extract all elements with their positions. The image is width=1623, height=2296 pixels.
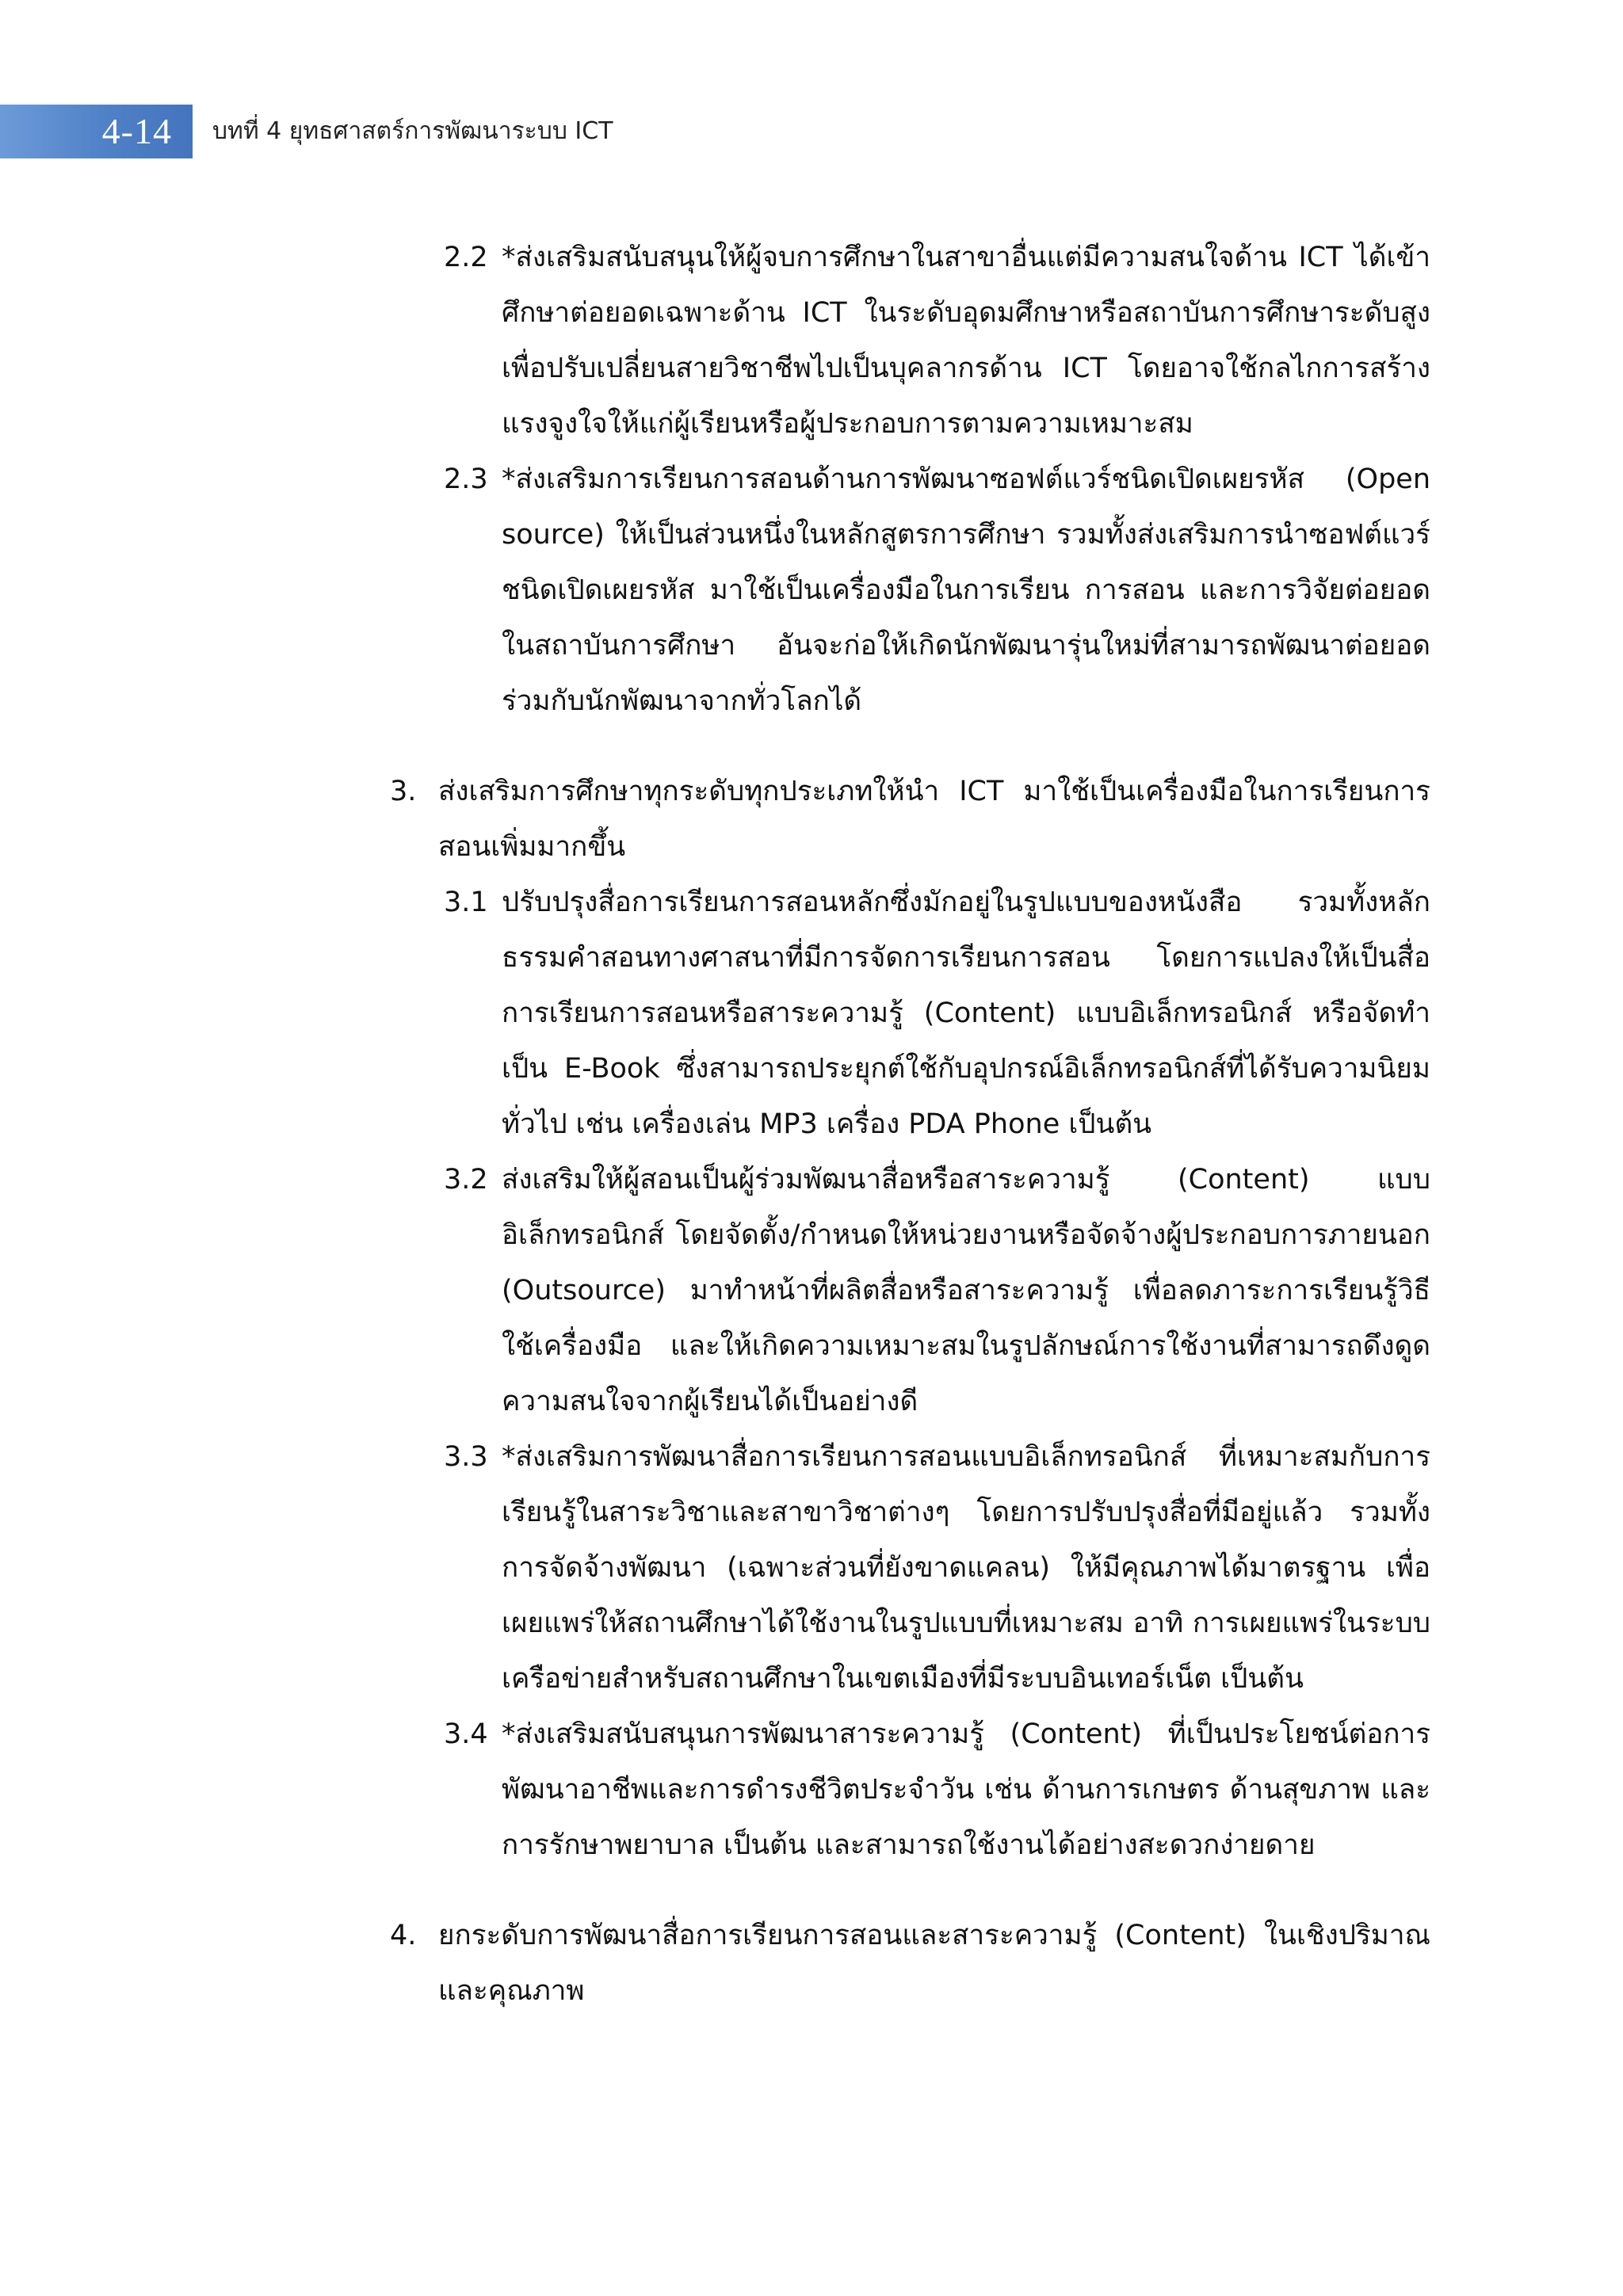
page-number-box <box>0 105 193 158</box>
item-text: ยกระดับการพัฒนาสื่อการเรียนการสอนและสาระความรู้ (Content) ในเชิงปริมาณและคุณภาพ <box>438 1920 1430 2007</box>
item-number: 3.1 <box>444 887 488 918</box>
item-number: 3.2 <box>444 1164 488 1196</box>
item-number: 2.2 <box>444 242 488 273</box>
list-item-2-3 <box>0 452 1623 729</box>
chapter-title: บทที่ 4 ยุทธศาสตร์การพัฒนาระบบ ICT <box>212 117 613 145</box>
item-text: ส่งเสริมการศึกษาทุกระดับทุกประเภทให้นำ ICT มาใช้เป็นเครื่องมือในการเรียนการสอนเพิ่มมากขึ้น <box>438 776 1430 863</box>
list-item-3-2 <box>0 1152 1623 1429</box>
item-text: *ส่งเสริมการพัฒนาสื่อการเรียนการสอนแบบอิเล็กทรอนิกส์ ที่เหมาะสมกับการเรียนรู้ในสาระวิชาและสาขาวิชาต่างๆ โดยการปรับปรุงสื่อที่มีอยู่แล้ว รวมทั้งการจัดจ้างพัฒนา (เฉพาะส่วนที่ยังขาดแคลน) ให้มีคุณภาพได้มาตรฐาน เพื่อเผยแพร่ให้สถานศึกษาได้ใช้งานในรูปแบบที่เหมาะสม อาทิ การเผยแพร่ในระบบเครือข่ายสำหรับสถานศึกษาในเขตเมืองที่มีระบบอินเทอร์เน็ต เป็นต้น <box>502 1441 1430 1695</box>
item-number: 3.4 <box>444 1718 488 1750</box>
section-gap <box>0 1873 1623 1908</box>
page-number: 4-14 <box>101 111 172 151</box>
list-item-4 <box>0 1908 1623 2019</box>
section-gap <box>0 729 1623 764</box>
list-item-3-1 <box>0 875 1623 1152</box>
item-text: ปรับปรุงสื่อการเรียนการสอนหลักซึ่งมักอยู่ในรูปแบบของหนังสือ รวมทั้งหลักธรรมคำสอนทางศาสนาที่มีการจัดการเรียนการสอน โดยการแปลงให้เป็นสื่อการเรียนการสอนหรือสาระความรู้ (Content) แบบอิเล็กทรอนิกส์ หรือจัดทำเป็น E-Book ซึ่งสามารถประยุกต์ใช้กับอุปกรณ์อิเล็กทรอนิกส์ที่ได้รับความนิยมทั่วไป เช่น เครื่องเล่น MP3 เครื่อง PDA Phone เป็นต้น <box>502 887 1430 1140</box>
list-item-3-3 <box>0 1429 1623 1707</box>
page-header <box>0 105 1623 158</box>
item-text: *ส่งเสริมสนับสนุนให้ผู้จบการศึกษาในสาขาอื่นแต่มีความสนใจด้าน ICT ได้เข้าศึกษาต่อยอดเฉพาะด้าน ICT ในระดับอุดมศึกษาหรือสถาบันการศึกษาระดับสูง เพื่อปรับเปลี่ยนสายวิชาชีพไปเป็นบุคลากรด้าน ICT โดยอาจใช้กลไกการสร้างแรงจูงใจให้แก่ผู้เรียนหรือผู้ประกอบการตามความเหมาะสม <box>502 242 1430 440</box>
item-text: *ส่งเสริมการเรียนการสอนด้านการพัฒนาซอฟต์แวร์ชนิดเปิดเผยรหัส (Open source) ให้เป็นส่วนหนึ่งในหลักสูตรการศึกษา รวมทั้งส่งเสริมการนำซอฟต์แวร์ชนิดเปิดเผยรหัส มาใช้เป็นเครื่องมือในการเรียน การสอน และการวิจัยต่อยอดในสถาบันการศึกษา อันจะก่อให้เกิดนักพัฒนารุ่นใหม่ที่สามารถพัฒนาต่อยอดร่วมกับนักพัฒนาจากทั่วโลกได้ <box>502 463 1430 717</box>
list-item-3 <box>0 764 1623 875</box>
item-number: 3.3 <box>444 1441 488 1473</box>
item-number: 2.3 <box>444 463 488 495</box>
item-number: 4. <box>390 1920 417 1951</box>
item-number: 3. <box>390 776 417 807</box>
list-item-3-4 <box>0 1707 1623 1873</box>
item-text: ส่งเสริมให้ผู้สอนเป็นผู้ร่วมพัฒนาสื่อหรือสาระความรู้ (Content) แบบอิเล็กทรอนิกส์ โดยจัดตั้ง/กำหนดให้หน่วยงานหรือจัดจ้างผู้ประกอบการภายนอก (Outsource) มาทำหน้าที่ผลิตสื่อหรือสาระความรู้ เพื่อลดภาระการเรียนรู้วิธีใช้เครื่องมือ และให้เกิดความเหมาะสมในรูปลักษณ์การใช้งานที่สามารถดึงดูดความสนใจจากผู้เรียนได้เป็นอย่างดี <box>502 1164 1430 1417</box>
list-item-2-2 <box>0 230 1623 452</box>
document-body <box>0 230 1623 2019</box>
item-text: *ส่งเสริมสนับสนุนการพัฒนาสาระความรู้ (Content) ที่เป็นประโยชน์ต่อการพัฒนาอาชีพและการดำรงชีวิตประจำวัน เช่น ด้านการเกษตร ด้านสุขภาพ และการรักษาพยาบาล เป็นต้น และสามารถใช้งานได้อย่างสะดวกง่ายดาย <box>502 1718 1430 1861</box>
